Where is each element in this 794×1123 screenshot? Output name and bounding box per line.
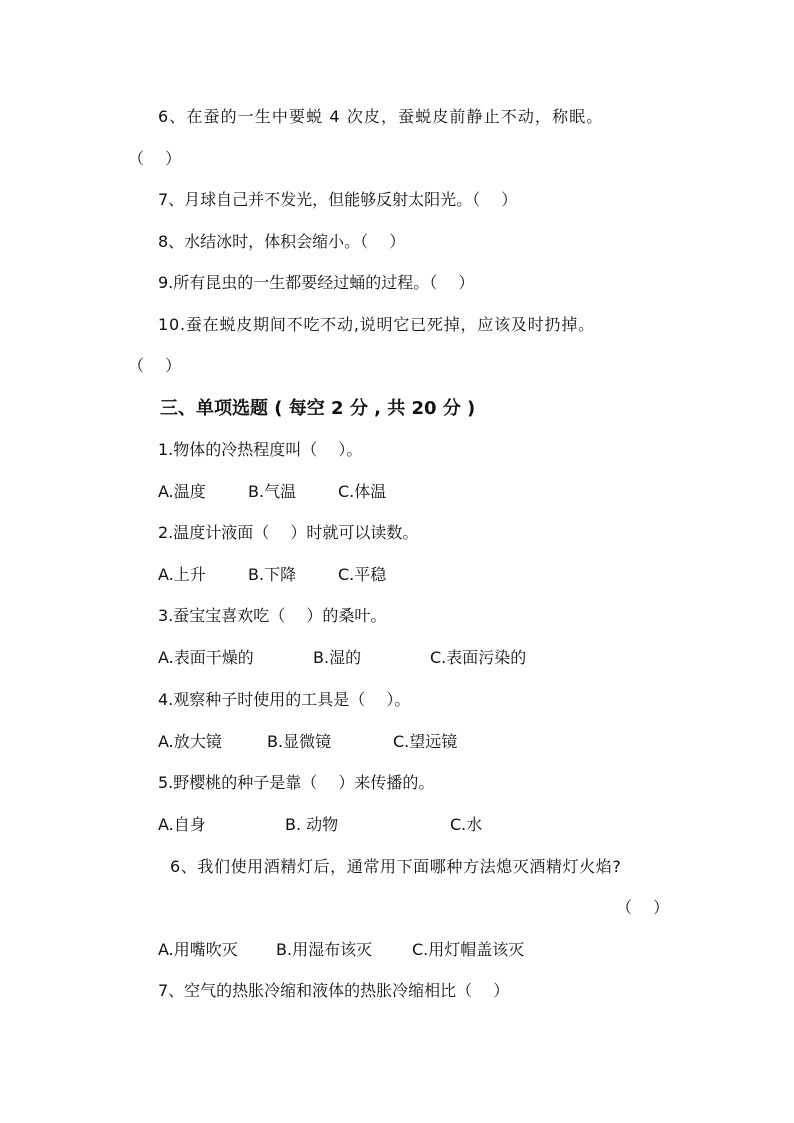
tf-question-8: 8、水结冰时，体积会缩小。（ ） — [158, 232, 406, 251]
option-c: C.表面污染的 — [430, 648, 527, 667]
mc-question-3: 3.蚕宝宝喜欢吃（ ）的桑叶。 — [158, 606, 387, 625]
option-a: A.用嘴吹灭 — [158, 940, 238, 959]
mc-question-1: 1.物体的冷热程度叫（ ）。 — [158, 440, 363, 459]
mc-question-5: 5.野樱桃的种子是靠（ ）来传播的。 — [158, 773, 435, 792]
option-b: B.用湿布该灭 — [276, 940, 373, 959]
option-b: B.气温 — [248, 482, 297, 501]
option-a: A.放大镜 — [158, 732, 222, 751]
option-b: B.下降 — [248, 565, 297, 584]
option-b: B.显微镜 — [267, 732, 332, 751]
option-a: A.上升 — [158, 565, 206, 584]
option-c: C.平稳 — [338, 565, 387, 584]
mc-question-7: 7、空气的热胀冷缩和液体的热胀冷缩相比（ ） — [158, 981, 510, 1000]
option-b: B.湿的 — [313, 648, 362, 667]
tf-question-6-answer-paren: （ ） — [128, 149, 182, 168]
tf-question-10-answer-paren: （ ） — [128, 356, 182, 375]
option-c: C.望远镜 — [393, 732, 458, 751]
tf-question-6: 6、在蚕的一生中要蜕 4 次皮，蚕蜕皮前静止不动，称眠。 — [158, 107, 604, 126]
mc-question-5-options — [158, 814, 658, 836]
tf-question-7: 7、月球自己并不发光，但能够反射太阳光。（ ） — [158, 190, 518, 209]
mc-question-2: 2.温度计液面（ ）时就可以读数。 — [158, 523, 419, 542]
tf-question-9: 9.所有昆虫的一生都要经过蛹的过程。（ ） — [158, 273, 475, 292]
option-a: A.表面干燥的 — [158, 648, 254, 667]
option-c: C.水 — [450, 815, 483, 834]
option-c: C.用灯帽盖该灭 — [412, 940, 525, 959]
mc-question-6-options — [158, 939, 658, 961]
option-a: A.自身 — [158, 815, 206, 834]
mc-question-6-answer-paren: （ ） — [616, 898, 670, 917]
option-a: A.温度 — [158, 482, 206, 501]
mc-question-4-options — [158, 731, 658, 753]
mc-question-2-options — [158, 564, 658, 586]
mc-question-6: 6、我们使用酒精灯后，通常用下面哪种方法熄灭酒精灯火焰? — [170, 857, 622, 876]
option-c: C.体温 — [338, 482, 387, 501]
tf-question-10: 10.蚕在蜕皮期间不吃不动,说明它已死掉，应该及时扔掉。 — [158, 315, 595, 334]
mc-question-3-options — [158, 647, 658, 669]
section-3-heading: 三、单项选题 ( 每空 2 分 , 共 20 分 ) — [160, 398, 476, 419]
mc-question-1-options — [158, 481, 658, 503]
mc-question-4: 4.观察种子时使用的工具是（ ）。 — [158, 690, 411, 709]
option-b: B. 动物 — [285, 815, 339, 834]
